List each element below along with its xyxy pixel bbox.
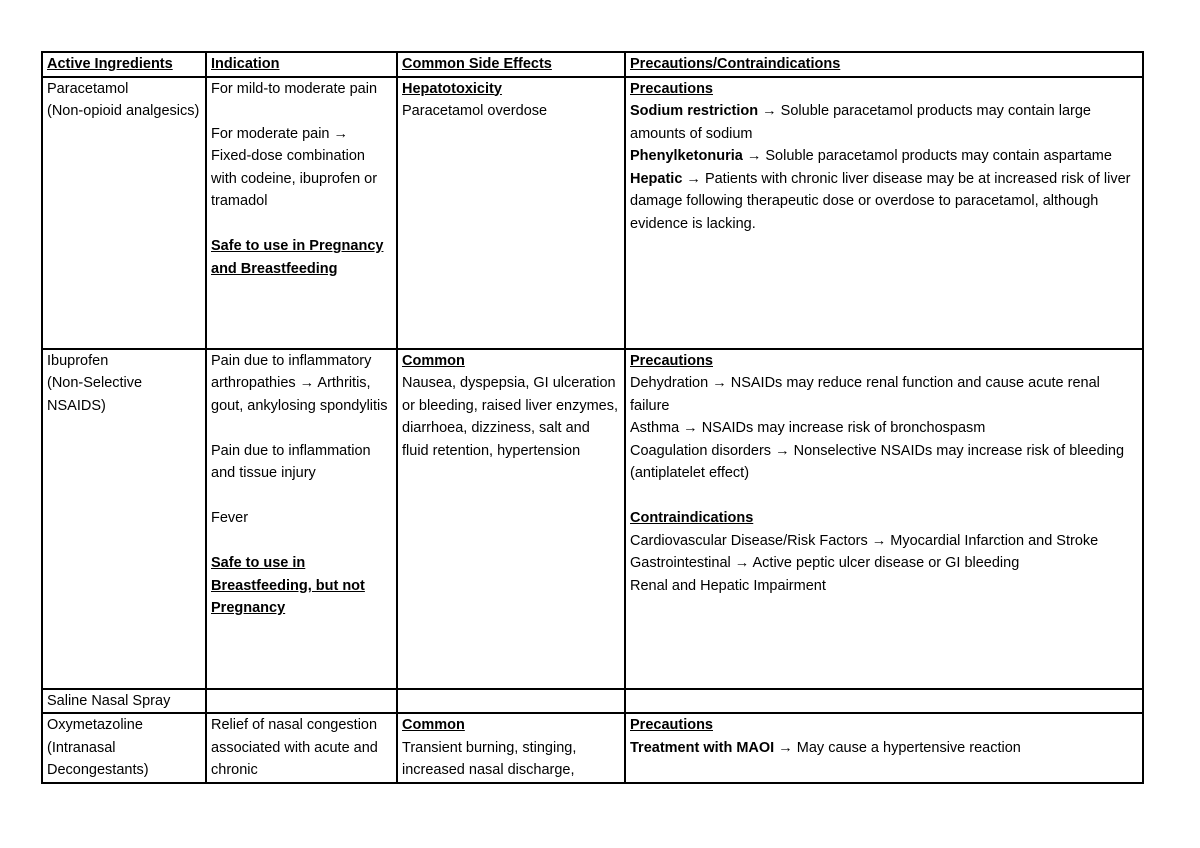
cell-side-effects bbox=[397, 713, 625, 783]
precautions-heading: Precautions bbox=[630, 717, 713, 733]
precaution-text: → Soluble paracetamol products may contain large amounts of sodium bbox=[630, 103, 1091, 142]
cell-indication bbox=[206, 689, 397, 714]
drug-table bbox=[41, 51, 1144, 784]
cell-active-ingredient bbox=[42, 349, 206, 689]
precaution-label: Treatment with MAOI bbox=[630, 739, 775, 756]
header-active-ingredients bbox=[42, 52, 206, 77]
cell-side-effects bbox=[397, 77, 625, 349]
drug-name: Saline Nasal Spray bbox=[47, 692, 171, 709]
cell-active-ingredient bbox=[42, 713, 206, 783]
indication-text: Pain due to inflammatory arthropathies → Arthritis, gout, ankylosing spondylitis bbox=[211, 352, 388, 414]
drug-class: (Intranasal Decongestants) bbox=[47, 739, 149, 778]
indication-text: Pain due to inflammation and tissue injury bbox=[211, 442, 371, 481]
contraindications-heading: Contraindications bbox=[630, 510, 754, 526]
header-label: Active Ingredients bbox=[47, 56, 173, 72]
header-label: Common Side Effects bbox=[402, 56, 552, 72]
precaution-text: → Soluble paracetamol products may contain aspartame bbox=[742, 148, 1112, 164]
side-effects-heading: Common bbox=[402, 717, 465, 733]
header-indication bbox=[206, 52, 397, 77]
precaution-item: Dehydration → NSAIDs may reduce renal function and cause acute renal failure bbox=[630, 375, 1100, 414]
side-effects-text: Paracetamol overdose bbox=[402, 103, 548, 119]
header-side-effects bbox=[397, 52, 625, 77]
indication-text: Relief of nasal congestion associated with acute and chronic bbox=[211, 717, 378, 778]
contraindication-item: Cardiovascular Disease/Risk Factors → Myocardial Infarction and Stroke bbox=[630, 532, 1099, 549]
indication-text: Fever bbox=[211, 510, 249, 526]
header-precautions bbox=[625, 52, 1143, 77]
drug-name: Ibuprofen bbox=[47, 352, 109, 369]
cell-active-ingredient bbox=[42, 689, 206, 714]
table-row-ibuprofen bbox=[42, 349, 1143, 689]
precaution-item: Asthma → NSAIDs may increase risk of bronchospasm bbox=[630, 420, 986, 436]
cell-side-effects bbox=[397, 689, 625, 714]
cell-indication bbox=[206, 349, 397, 689]
precaution-label: Phenylketonuria bbox=[630, 148, 743, 164]
side-effects-text: Nausea, dyspepsia, GI ulceration or bleeding, raised liver enzymes, diarrhoea, dizziness, salt and fluid retention, hypertension bbox=[402, 375, 618, 459]
precautions-heading: Precautions bbox=[630, 80, 713, 97]
indication-text: For moderate pain → Fixed-dose combination with codeine, ibuprofen or tramadol bbox=[211, 125, 378, 209]
side-effects-heading: Common bbox=[402, 352, 465, 369]
cell-active-ingredient bbox=[42, 77, 206, 349]
side-effects-text: Transient burning, stinging, increased nasal discharge, bbox=[402, 739, 577, 778]
cell-precautions bbox=[625, 689, 1143, 714]
cell-precautions bbox=[625, 349, 1143, 689]
cell-precautions bbox=[625, 77, 1143, 349]
header-label: Precautions/Contraindications bbox=[630, 56, 841, 72]
indication-text: For mild-to moderate pain bbox=[211, 80, 378, 97]
cell-precautions bbox=[625, 713, 1143, 783]
cell-indication bbox=[206, 713, 397, 783]
precaution-item bbox=[630, 737, 1138, 760]
precaution-text: → May cause a hypertensive reaction bbox=[774, 739, 1021, 756]
safety-note: Safe to use in Breastfeeding, but not Pregnancy bbox=[211, 555, 365, 616]
precaution-label: Hepatic bbox=[630, 170, 683, 187]
precaution-label: Sodium restriction bbox=[630, 103, 759, 119]
precaution-item: Coagulation disorders → Nonselective NSAIDs may increase risk of bleeding (antiplatelet effect) bbox=[630, 442, 1125, 481]
precaution-item bbox=[630, 168, 1138, 236]
header-label: Indication bbox=[211, 56, 280, 72]
precaution-item bbox=[630, 100, 1138, 145]
table-row-saline bbox=[42, 689, 1143, 714]
drug-name: Oxymetazoline bbox=[47, 717, 143, 733]
precaution-text: → Patients with chronic liver disease may be at increased risk of liver damage following therapeutic dose or overdose to paracetamol, although evidence is lacking. bbox=[630, 170, 1131, 232]
table-row-oxymetazoline bbox=[42, 713, 1143, 783]
precaution-item bbox=[630, 145, 1138, 168]
drug-name: Paracetamol bbox=[47, 80, 129, 97]
contraindication-item: Renal and Hepatic Impairment bbox=[630, 577, 826, 594]
drug-class: (Non-Selective NSAIDS) bbox=[47, 375, 143, 414]
cell-side-effects bbox=[397, 349, 625, 689]
precautions-heading: Precautions bbox=[630, 352, 713, 369]
contraindication-item: Gastrointestinal → Active peptic ulcer disease or GI bleeding bbox=[630, 555, 1020, 571]
header-row bbox=[42, 52, 1143, 77]
table-row-paracetamol bbox=[42, 77, 1143, 349]
drug-class: (Non-opioid analgesics) bbox=[47, 103, 200, 119]
cell-indication bbox=[206, 77, 397, 349]
safety-note: Safe to use in Pregnancy and Breastfeeding bbox=[211, 238, 384, 277]
side-effects-heading: Hepatotoxicity bbox=[402, 80, 502, 97]
